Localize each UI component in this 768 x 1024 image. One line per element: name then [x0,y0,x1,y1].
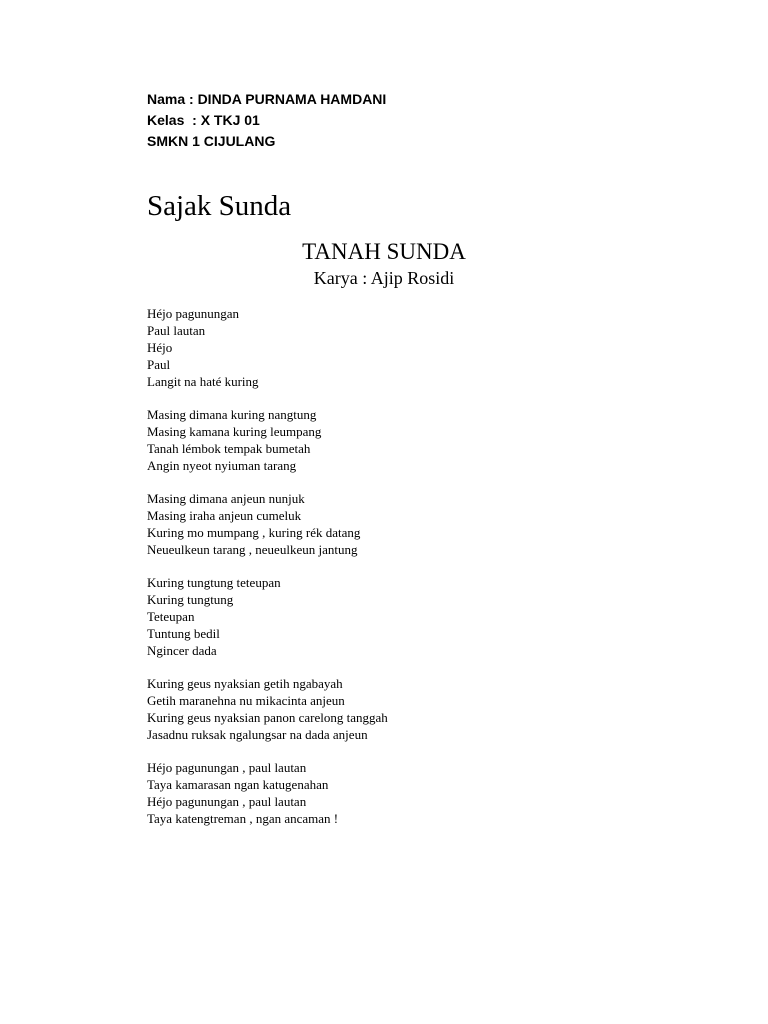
poem-line: Kuring tungtung [147,592,234,607]
stanza [147,406,388,474]
document-title: Sajak Sunda [147,190,292,222]
student-name: Nama : DINDA PURNAMA HAMDANI [147,91,387,107]
poem-line: Kuring geus nyaksian panon carelong tanggah [147,710,388,725]
poem-line: Ngincer dada [147,643,217,658]
poem-line: Héjo pagunungan , paul lautan [147,760,307,775]
poem-line: Héjo [147,340,173,355]
stanza [147,574,388,659]
poem-line: Tanah lémbok tempak bumetah [147,441,311,456]
poem-line: Masing dimana kuring nangtung [147,407,317,422]
student-class: Kelas : X TKJ 01 [147,112,260,128]
poem-line: Angin nyeot nyiuman tarang [147,458,297,473]
poem-line: Jasadnu ruksak ngalungsar na dada anjeun [147,727,368,742]
poem-line: Paul [147,357,171,372]
poem-line: Kuring tungtung teteupan [147,575,281,590]
poem-line: Héjo pagunungan , paul lautan [147,794,307,809]
stanza [147,305,388,390]
poem-line: Teteupan [147,609,195,624]
poem-title: TANAH SUNDA [302,239,466,264]
poem-line: Neueulkeun tarang , neueulkeun jantung [147,542,358,557]
poem-line: Masing kamana kuring leumpang [147,424,322,439]
poem-line: Masing iraha anjeun cumeluk [147,508,302,523]
poem-line: Tuntung bedil [147,626,220,641]
stanza [147,759,388,827]
poem-line: Masing dimana anjeun nunjuk [147,491,305,506]
poem-body [147,305,388,843]
poem-line: Taya kamarasan ngan katugenahan [147,777,329,792]
poem-author: Karya : Ajip Rosidi [313,268,455,288]
stanza [147,490,388,558]
poem-line: Kuring geus nyaksian getih ngabayah [147,676,343,691]
poem-line: Langit na haté kuring [147,374,259,389]
school-name: SMKN 1 CIJULANG [147,133,276,149]
poem-line: Héjo pagunungan [147,306,240,321]
stanza [147,675,388,743]
poem-line: Taya katengtreman , ngan ancaman ! [147,811,339,826]
student-info [147,89,386,152]
poem-line: Kuring mo mumpang , kuring rék datang [147,525,361,540]
poem-line: Getih maranehna nu mikacinta anjeun [147,693,345,708]
poem-line: Paul lautan [147,323,206,338]
